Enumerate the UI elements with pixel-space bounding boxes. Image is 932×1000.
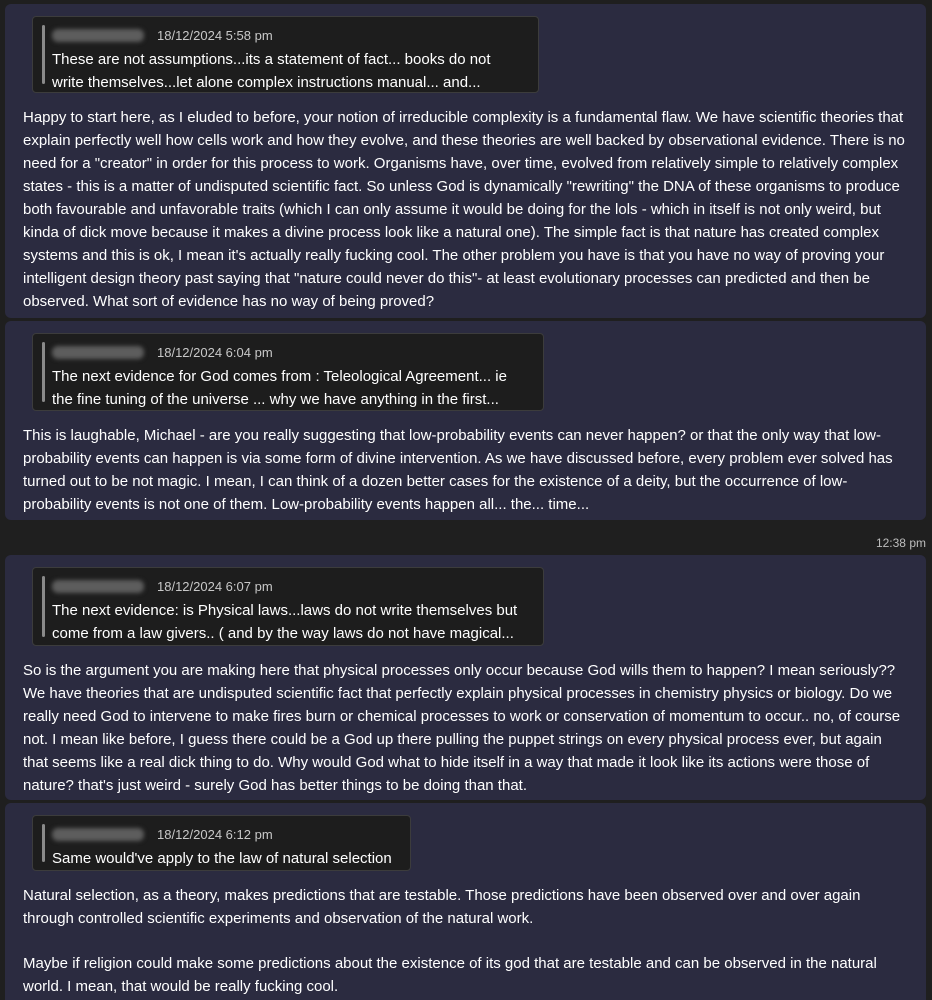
chat-message[interactable]	[5, 321, 926, 520]
message-paragraph: Happy to start here, as I eluded to before, your notion of irreducible complexity is a fundamental flaw. We have scientific theories that explain perfectly well how cells work and how they evolve, and these theories are well backed by observational evidence. There is no need for a "creator" in order for this process to work. Organisms have, over time, evolved from relatively simple to relatively complex states - this is a matter of undisputed scientific fact. So unless God is dynamically "rewriting" the DNA of these organisms to produce both favourable and unfavorable traits (which I can only assume it would be doing for the lols - which in itself is not only weird, but kinda of dick move because it makes a divine process look like a natural one). The simple fact is that nature has created complex systems and this is ok, I mean it's actually really fucking cool. The other problem you have is that you have no way of proving your intelligent design theory past saying that "nature could never do this"- at least evolutionary processes can predicted and then be observed. What sort of evidence has no way of being proved?	[23, 109, 905, 310]
quoted-reply[interactable]	[32, 16, 539, 93]
chat-message[interactable]	[5, 4, 926, 318]
quote-author	[52, 828, 144, 841]
quote-author	[52, 29, 144, 42]
message-body	[23, 424, 926, 516]
quote-line: The next evidence: is Physical laws...laws do not write themselves but	[52, 602, 518, 619]
quote-header	[52, 26, 526, 44]
quoted-reply[interactable]	[32, 567, 544, 646]
quote-author	[52, 346, 144, 359]
message-body	[23, 106, 926, 313]
quote-timestamp: 18/12/2024 6:12 pm	[157, 826, 273, 842]
quote-line: write themselves...let alone complex instructions manual... and...	[52, 74, 481, 91]
quote-text	[52, 599, 531, 645]
quote-author	[52, 580, 144, 593]
quote-text	[52, 365, 531, 411]
message-body	[23, 659, 926, 797]
message-paragraph: This is laughable, Michael - are you really suggesting that low-probability events can never happen? or that the only way that low-probability events can happen is via some form of divine intervention. As we have discussed before, every problem ever solved has turned out to be not magic. I mean, I can think of a dozen better cases for the existence of a deity, but the occurrence of low-probability events is not one of them. Low-probability events happen all... the... time...	[23, 427, 893, 513]
quote-timestamp: 18/12/2024 6:04 pm	[157, 344, 273, 360]
time-separator: 12:38 pm	[875, 536, 926, 550]
message-body	[23, 884, 926, 998]
quote-header	[52, 825, 398, 843]
quote-header	[52, 343, 531, 361]
quote-line: the fine tuning of the universe ... why we have anything in the first...	[52, 391, 499, 408]
quoted-reply[interactable]	[32, 333, 544, 411]
quote-text	[52, 48, 526, 94]
quote-line: The next evidence for God comes from : Teleological Agreement... ie	[52, 368, 507, 385]
chat-message[interactable]	[5, 555, 926, 800]
quote-line: come from a law givers.. ( and by the way laws do not have magical...	[52, 625, 514, 642]
message-paragraph: So is the argument you are making here that physical processes only occur because God wills them to happen? I mean seriously?? We have theories that are undisputed scientific fact that perfectly explain physical processes in chemistry physics or biology. Do we really need God to intervene to make fires burn or chemical processes to work or conservation of momentum to occur.. no, of course not. I mean like before, I guess there could be a God up there pulling the puppet strings on every physical process ever, but again that seems like a real dick thing to do. Why would God what to hide itself in a way that made it look like its actions were those of nature? that's just weird - surely God has better things to be doing than that.	[23, 662, 901, 794]
quoted-reply[interactable]	[32, 815, 411, 871]
quote-timestamp: 18/12/2024 5:58 pm	[157, 27, 273, 43]
message-paragraph: Maybe if religion could make some predictions about the existence of its god that are testable and can be observed in the natural world. I mean, that would be really fucking cool.	[23, 955, 877, 995]
chat-message[interactable]	[5, 803, 926, 1000]
message-paragraph: Natural selection, as a theory, makes predictions that are testable. Those predictions have been observed over and over again through controlled scientific experiments and observation of the natural work.	[23, 887, 861, 927]
quote-line: Same would've apply to the law of natural selection	[52, 850, 392, 867]
quote-timestamp: 18/12/2024 6:07 pm	[157, 578, 273, 594]
quote-line: These are not assumptions...its a statement of fact... books do not	[52, 51, 491, 68]
quote-header	[52, 577, 531, 595]
quote-text	[52, 847, 398, 870]
